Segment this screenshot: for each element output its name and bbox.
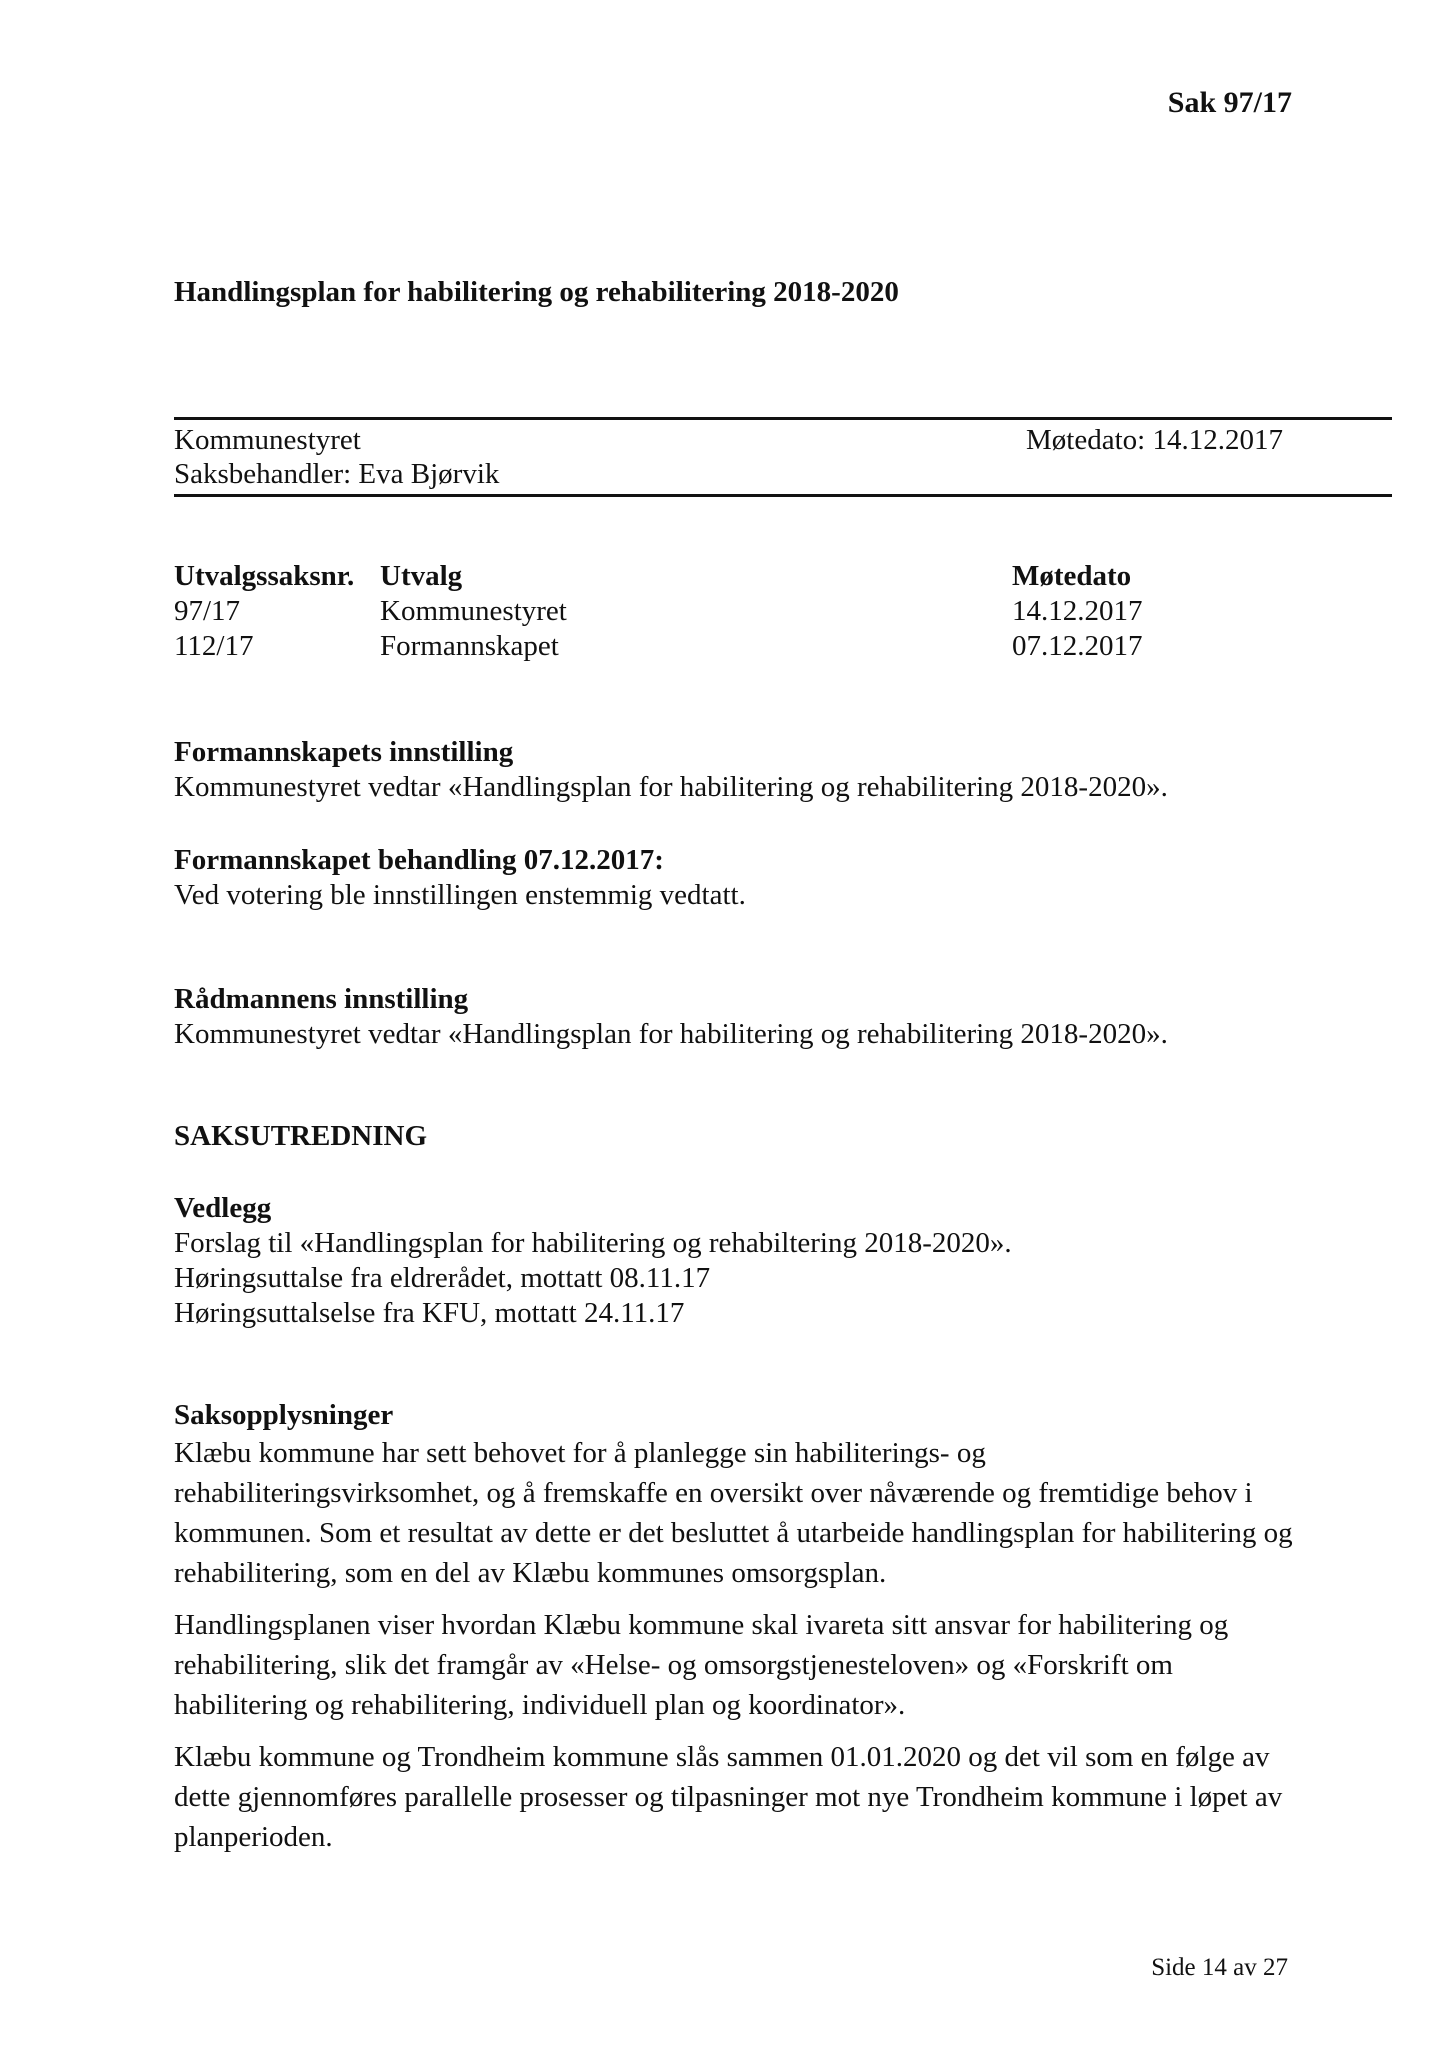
- section-heading: Saksopplysninger: [174, 1399, 394, 1431]
- section-text: Kommunestyret vedtar «Handlingsplan for habilitering og rehabilitering 2018-2020».: [174, 771, 1168, 803]
- cell-committee: Kommunestyret: [380, 595, 567, 627]
- section-text: Kommunestyret vedtar «Handlingsplan for habilitering og rehabilitering 2018-2020».: [174, 1018, 1168, 1050]
- attachment-item: Høringsuttalselse fra KFU, mottatt 24.11.17: [174, 1297, 685, 1329]
- document-title: Handlingsplan for habilitering og rehabilitering 2018-2020: [174, 276, 899, 308]
- cell-case-no: 112/17: [174, 630, 254, 662]
- section-heading: Rådmannens innstilling: [174, 983, 469, 1015]
- paragraph: Klæbu kommune og Trondheim kommune slås sammen 01.01.2020 og det vil som en følge av dette gjennomføres parallelle prosesser og tilpasninger mot nye Trondheim kommune i løpet av planperioden.: [174, 1741, 1283, 1853]
- formannskap-recommendation: [174, 735, 1294, 805]
- header-committee: Utvalg: [380, 560, 463, 592]
- case-handler: Saksbehandler: Eva Bjørvik: [174, 458, 500, 490]
- section-heading: Formannskapets innstilling: [174, 736, 514, 768]
- page-number: Side 14 av 27: [1151, 1954, 1288, 1981]
- meeting-date: Møtedato: 14.12.2017: [1026, 424, 1283, 456]
- header-meeting-date: Møtedato: [1012, 560, 1132, 592]
- attachment-item: Høringsuttalse fra eldrerådet, mottatt 08.11.17: [174, 1262, 711, 1294]
- formannskap-treatment: [174, 843, 1294, 913]
- case-number: Sak 97/17: [1167, 86, 1292, 119]
- header-case-no: Utvalgssaksnr.: [174, 560, 355, 592]
- section-heading: Vedlegg: [174, 1192, 272, 1224]
- saksutredning-section: [174, 1119, 1294, 1154]
- cell-meeting-date: 07.12.2017: [1012, 630, 1143, 662]
- radmann-recommendation: [174, 982, 1294, 1052]
- section-heading: SAKSUTREDNING: [174, 1120, 427, 1152]
- section-text: Ved votering ble innstillingen enstemmig vedtatt.: [174, 879, 746, 911]
- paragraph: Klæbu kommune har sett behovet for å planlegge sin habiliterings- og rehabiliteringsvirksomhet, og å fremskaffe en oversikt over nåværende og fremtidige behov i kommunen. Som et resultat av dette er det besluttet å utarbeide handlingsplan for habilitering og rehabilitering, som en del av Klæbu kommunes omsorgsplan.: [174, 1437, 1293, 1589]
- paragraph: Handlingsplanen viser hvordan Klæbu kommune skal ivareta sitt ansvar for habilitering og rehabilitering, slik det framgår av «Helse- og omsorgstjenesteloven» og «Forskrift om habilitering og rehabilitering, individuell plan og koordinator».: [174, 1609, 1229, 1721]
- case-information-section: [174, 1398, 1294, 1857]
- committee-name: Kommunestyret: [174, 424, 361, 456]
- meeting-meta-box: [174, 417, 1392, 497]
- cell-meeting-date: 14.12.2017: [1012, 595, 1143, 627]
- cell-committee: Formannskapet: [380, 630, 559, 662]
- attachment-item: Forslag til «Handlingsplan for habilitering og rehabiltering 2018-2020».: [174, 1227, 1012, 1259]
- section-heading: Formannskapet behandling 07.12.2017:: [174, 844, 664, 876]
- attachments-section: [174, 1191, 1294, 1331]
- cell-case-no: 97/17: [174, 595, 241, 627]
